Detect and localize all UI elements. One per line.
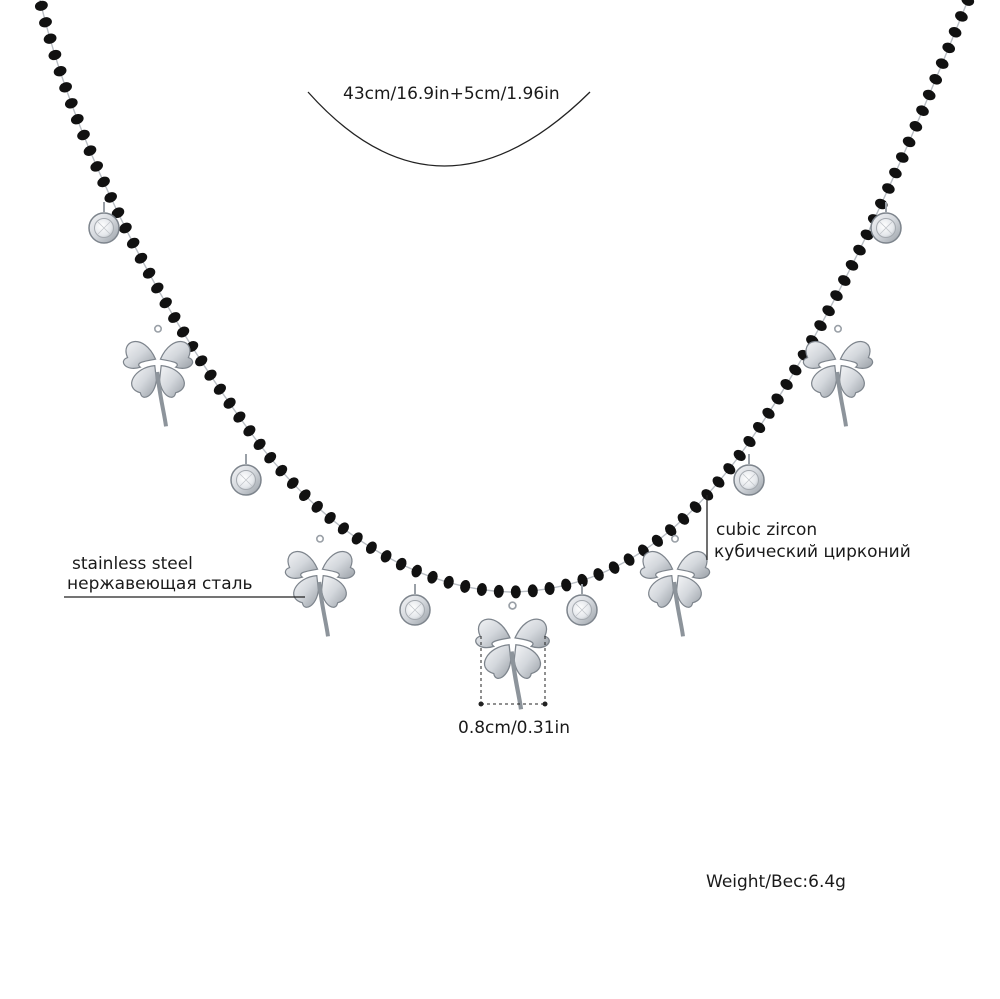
bead bbox=[901, 135, 917, 149]
bead bbox=[527, 584, 538, 598]
bead bbox=[844, 258, 860, 273]
bead bbox=[42, 32, 57, 45]
bead bbox=[47, 48, 62, 61]
bead bbox=[941, 41, 957, 55]
bead bbox=[158, 295, 174, 310]
bead bbox=[221, 395, 237, 411]
stone-label-ru: кубический цирконий bbox=[714, 542, 911, 562]
bead bbox=[251, 436, 267, 452]
bead bbox=[117, 221, 133, 236]
bead bbox=[787, 362, 803, 377]
bead bbox=[34, 0, 49, 12]
bead bbox=[212, 381, 228, 397]
bead bbox=[89, 159, 105, 173]
bead bbox=[828, 288, 844, 303]
bead bbox=[175, 324, 191, 339]
bead bbox=[769, 391, 785, 406]
bead bbox=[149, 280, 165, 295]
bead bbox=[560, 577, 573, 592]
bead bbox=[76, 128, 92, 142]
bead bbox=[82, 144, 98, 158]
bead bbox=[928, 72, 944, 86]
bead bbox=[511, 585, 521, 598]
bead bbox=[231, 409, 247, 425]
bead bbox=[821, 303, 837, 318]
bead bbox=[921, 88, 937, 102]
bead bbox=[322, 510, 338, 526]
charm-clover bbox=[640, 536, 709, 637]
bead bbox=[379, 548, 394, 564]
bead bbox=[476, 582, 488, 596]
charm-clover bbox=[123, 326, 192, 427]
length-label: 43cm/16.9in+5cm/1.96in bbox=[343, 84, 560, 104]
bead bbox=[133, 251, 149, 266]
bead bbox=[607, 560, 622, 576]
stone-label-en: cubic zircon bbox=[716, 520, 818, 540]
charm-gem bbox=[400, 584, 430, 625]
weight-label: Weight/Вес:6.4g bbox=[706, 872, 846, 892]
charm-gem bbox=[231, 454, 261, 495]
bead bbox=[459, 579, 471, 594]
bead bbox=[335, 520, 351, 536]
charm-clover bbox=[285, 536, 354, 637]
bead bbox=[934, 57, 950, 71]
bead bbox=[741, 434, 757, 450]
material-label-en: stainless steel bbox=[72, 554, 193, 574]
material-label-ru: нержавеющая сталь bbox=[67, 574, 253, 594]
bead bbox=[493, 585, 504, 599]
bead bbox=[887, 166, 903, 180]
bead bbox=[778, 377, 794, 392]
charm-gem bbox=[567, 584, 597, 625]
bead bbox=[947, 25, 963, 39]
bead bbox=[954, 9, 970, 23]
bead bbox=[960, 0, 976, 8]
bead bbox=[38, 16, 53, 29]
charm-gem bbox=[89, 202, 119, 243]
bead bbox=[851, 243, 867, 258]
bead bbox=[63, 96, 79, 110]
bead bbox=[732, 448, 748, 464]
bead bbox=[915, 104, 931, 118]
bead bbox=[103, 190, 119, 205]
bead bbox=[96, 175, 112, 189]
bead bbox=[908, 119, 924, 133]
bead bbox=[760, 406, 776, 421]
bead bbox=[52, 64, 67, 78]
bead bbox=[812, 318, 828, 333]
bead bbox=[193, 353, 209, 368]
bead bbox=[58, 80, 74, 94]
bead bbox=[202, 367, 218, 383]
bead bbox=[141, 266, 157, 281]
bead bbox=[262, 450, 278, 466]
bead bbox=[426, 569, 440, 585]
bead bbox=[592, 567, 606, 583]
bead bbox=[410, 563, 424, 579]
pendant-width-label: 0.8cm/0.31in bbox=[458, 718, 571, 738]
bead bbox=[349, 530, 365, 546]
bead bbox=[69, 112, 85, 126]
bead bbox=[836, 273, 852, 288]
bead bbox=[622, 551, 637, 567]
bead bbox=[544, 581, 556, 596]
bead bbox=[394, 556, 409, 572]
bead bbox=[166, 310, 182, 325]
bead bbox=[241, 423, 257, 439]
charm-clover bbox=[476, 602, 550, 709]
bead bbox=[364, 540, 379, 556]
bead bbox=[880, 181, 896, 195]
bead bbox=[894, 150, 910, 164]
bead bbox=[125, 236, 141, 251]
charm-gem bbox=[871, 202, 901, 243]
bead bbox=[649, 533, 665, 549]
bead bbox=[442, 575, 455, 590]
bead bbox=[751, 420, 767, 436]
